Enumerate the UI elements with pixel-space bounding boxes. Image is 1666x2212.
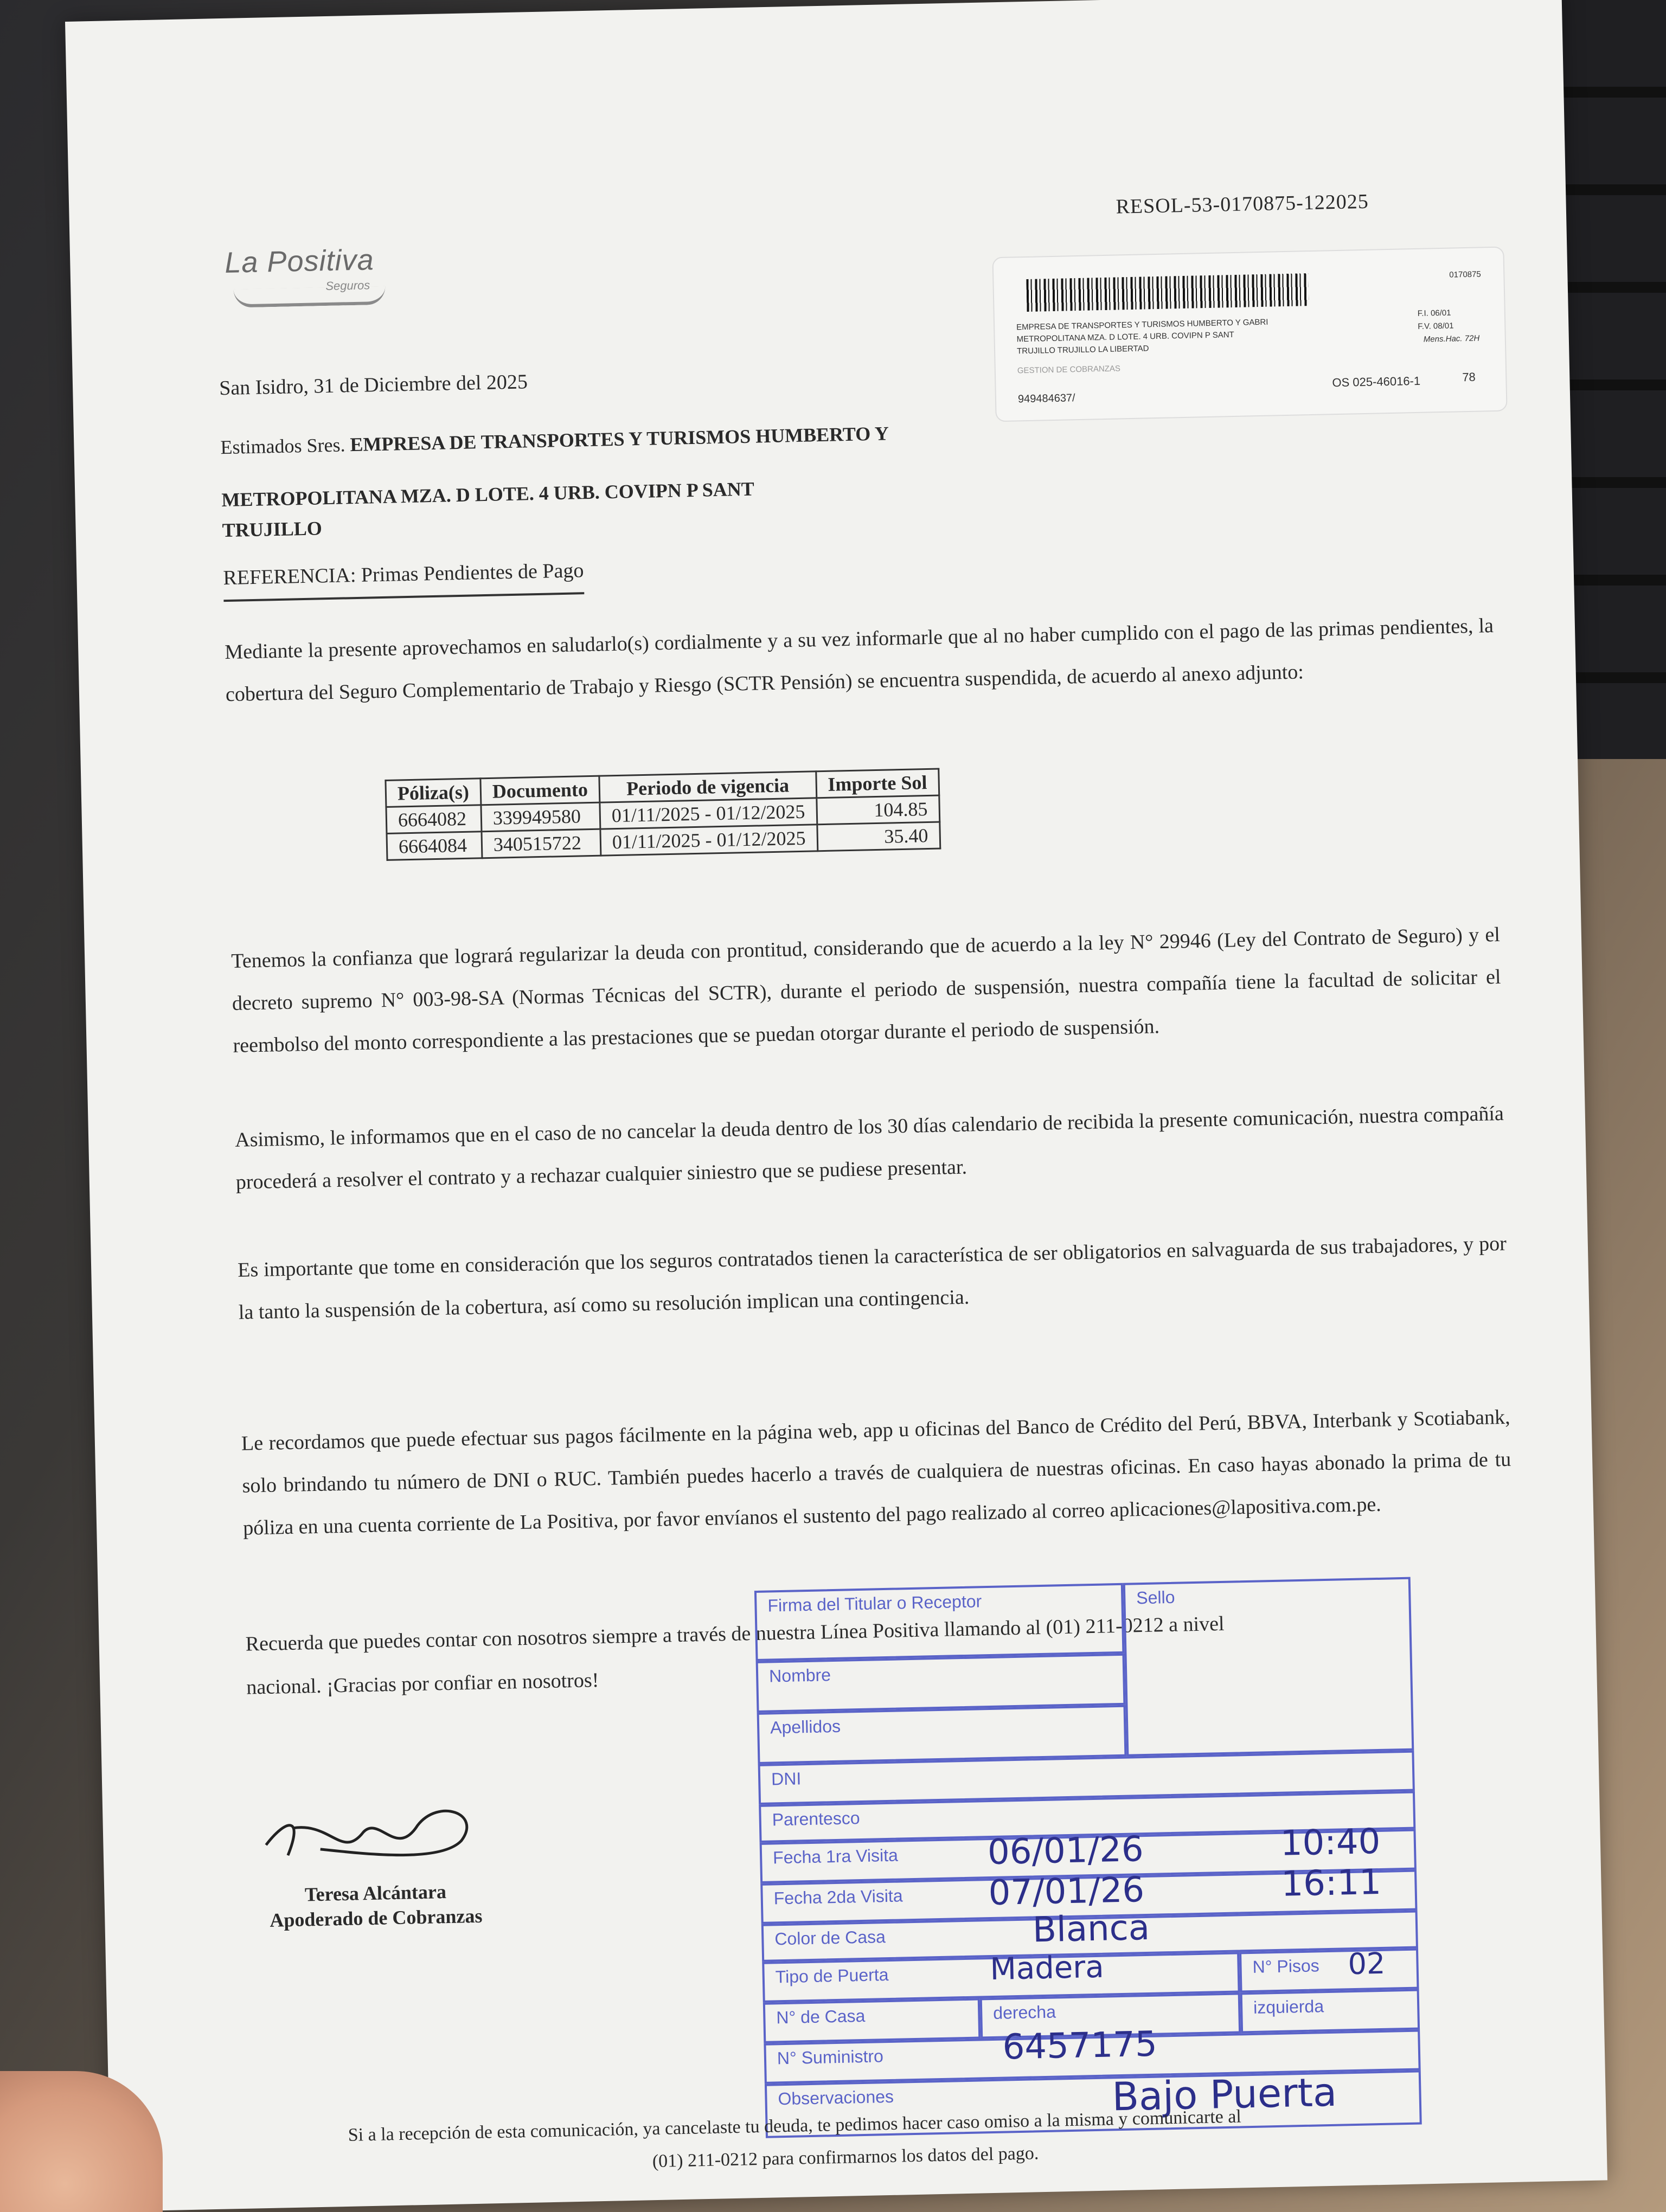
hw-suministro: 6457175 (1002, 2024, 1158, 2068)
stamp-color: Color de Casa (761, 1911, 1418, 1962)
cell-periodo: 01/11/2025 - 01/12/2025 (600, 798, 817, 829)
stamp-pisos: N° Pisos (1239, 1949, 1419, 1993)
stamp-suministro: N° Suministro (764, 2029, 1420, 2084)
signer-name: Teresa Alcántara (304, 1881, 447, 1906)
reference-line: REFERENCIA: Primas Pendientes de Pago (223, 558, 584, 602)
cell-poliza: 6664084 (387, 832, 482, 860)
address-line1: METROPOLITANA MZA. D LOTE. 4 URB. COVIPN P SANT (221, 478, 755, 511)
address-line2: TRUJILLO (222, 517, 323, 542)
cell-importe: 104.85 (816, 795, 939, 825)
hw-visita1-time: 10:40 (1280, 1821, 1381, 1864)
stamp-izquierda: izquierda (1240, 1989, 1420, 2034)
hw-color: Blanca (1032, 1907, 1150, 1951)
paragraph-3: Asimismo, le informamos que en el caso de no cancelar la deuda dentro de los 30 días calendario de recibida la presente comunicación, nuestra compañía procederá a resolver el contrato y a rechazar cualquier siniestro que se pudiese presentar. (234, 1102, 1504, 1194)
label-fv: F.V. 08/01 (1418, 321, 1454, 331)
col-poliza: Póliza(s) (386, 779, 481, 807)
signer-title: Apoderado de Cobranzas (269, 1905, 483, 1931)
stamp-visita2: Fecha 2da Visita (760, 1870, 1417, 1924)
col-documento: Documento (480, 776, 600, 805)
hw-pisos: 02 (1347, 1946, 1386, 1982)
paragraph-6a: Recuerda que puedes contar con nosotros siempre a través de nuestra Línea Positiva llamando al (01) 211-0212 a nivel (245, 1612, 1225, 1656)
letter-page (65, 0, 1607, 2211)
label-os: OS 025-46016-1 (1332, 374, 1421, 390)
label-fi: F.I. 06/01 (1417, 308, 1451, 318)
col-periodo: Periodo de vigencia (599, 771, 817, 802)
paragraph-6b: nacional. ¡Gracias por confiar en nosotros! (246, 1669, 599, 1699)
stamp-dni: DNI (758, 1751, 1415, 1805)
paragraph-1: Mediante la presente aprovechamos en saludarlo(s) cordialmente y a su vez informarle que al no haber cumplido con el pago de las primas pendientes, la cobertura del Seguro Complementario de Trabajo y Riesgo (SCTR Pensión) se encuentra suspendida, de acuerdo al anexo adjunto: (224, 614, 1494, 706)
footer-line1: Si a la recepción de esta comunicación, ya cancelaste tu deuda, te pedimos hacer caso omiso a la misma y comunicarte al (348, 2106, 1242, 2145)
stamp-casa: N° de Casa (763, 1998, 981, 2043)
cell-periodo: 01/11/2025 - 01/12/2025 (600, 825, 818, 856)
address (221, 474, 755, 546)
paragraph-5: Le recordamos que puede efectuar sus pagos fácilmente en la página web, app u oficinas del Banco de Crédito del Perú, BBVA, Interbank y Scotiabank, solo brindando tu número de DNI o RUC. También puedes hacerlo a través de cualquiera de nuestras oficinas. En caso hayas abonado la prima de tu póliza en una cuenta corriente de La Positiva, por favor envíanos el sustento del pago realizado al correo aplicaciones@lapositiva.com.pe. (241, 1405, 1511, 1540)
hw-visita1-date: 06/01/26 (987, 1829, 1144, 1873)
signer-block (261, 1878, 490, 1933)
paragraph-4: Es importante que tome en consideración que los seguros contratados tienen la característica de ser obligatorios en salvaguarda de sus trabajadores, y por la tanto la suspensión de la cobertura, así como su resolución implican una contingencia. (237, 1232, 1507, 1324)
col-importe: Importe Sol (816, 769, 939, 798)
footer-line2: (01) 211-0212 para confirmarnos los datos del pago. (652, 2143, 1039, 2172)
label-line4: GESTION DE COBRANZAS (1017, 364, 1121, 376)
company-logo: La Positiva (224, 243, 375, 279)
stamp-parentesco: Parentesco (759, 1791, 1415, 1843)
stamp-nombre: Nombre (756, 1654, 1126, 1713)
greeting (220, 422, 889, 459)
stamp-observaciones: Observaciones (765, 2070, 1422, 2138)
logo-subtitle: Seguros (325, 278, 370, 293)
hw-puerta: Madera (989, 1949, 1105, 1988)
stamp-derecha: derecha (980, 1992, 1241, 2039)
letter-date: San Isidro, 31 de Diciembre del 2025 (219, 370, 528, 400)
cell-importe: 35.40 (817, 822, 940, 851)
label-line3: TRUJILLO TRUJILLO LA LIBERTAD (1016, 344, 1149, 356)
stamp-puerta: Tipo de Puerta (762, 1952, 1240, 2002)
greeting-company: EMPRESA DE TRANSPORTES Y TURISMOS HUMBERTO Y (350, 422, 889, 456)
label-phone: 949484637/ (1017, 392, 1075, 406)
policy-table (385, 768, 941, 861)
stamp-firma: Firma del Titular o Receptor (754, 1583, 1125, 1661)
stamp-apellidos: Apellidos (757, 1705, 1127, 1764)
hw-visita2-date: 07/01/26 (988, 1870, 1145, 1914)
shipping-label (992, 247, 1507, 422)
stamp-visita1: Fecha 1ra Visita (760, 1829, 1417, 1883)
resolution-number: RESOL-53-0170875-122025 (1116, 190, 1369, 218)
label-count: 78 (1462, 370, 1476, 384)
cell-poliza: 6664082 (386, 805, 482, 834)
cell-documento: 340515722 (482, 829, 601, 858)
paragraph-2: Tenemos la confianza que logrará regularizar la deuda con prontitud, considerando que de acuerdo a la ley N° 29946 (Ley del Contrato de Seguro) y el decreto supremo N° 003-98-SA (Normas Técnicas del SCTR), durante el periodo de suspensión, nuestra compañía tiene la facultad de solicitar el reembolso del monto correspondiente a las prestaciones que se puedan otorgar durante el periodo de suspensión. (230, 923, 1501, 1057)
label-mens: Mens.Hac. 72H (1423, 333, 1480, 344)
hw-observaciones: Bajo Puerta (1111, 2069, 1337, 2120)
label-line2: METROPOLITANA MZA. D LOTE. 4 URB. COVIPN P SANT (1016, 330, 1234, 344)
stamp-sello: Sello (1123, 1577, 1414, 1757)
greeting-prefix: Estimados Sres. (220, 434, 350, 459)
hw-visita2-time: 16:11 (1280, 1862, 1382, 1905)
delivery-stamp (754, 1577, 1422, 2144)
label-line1: EMPRESA DE TRANSPORTES Y TURISMOS HUMBERTO Y GABRI (1016, 317, 1268, 332)
barcode-icon (1026, 273, 1309, 312)
cell-documento: 339949580 (481, 802, 600, 832)
signature-icon (254, 1791, 495, 1877)
label-code: 0170875 (1449, 269, 1481, 280)
